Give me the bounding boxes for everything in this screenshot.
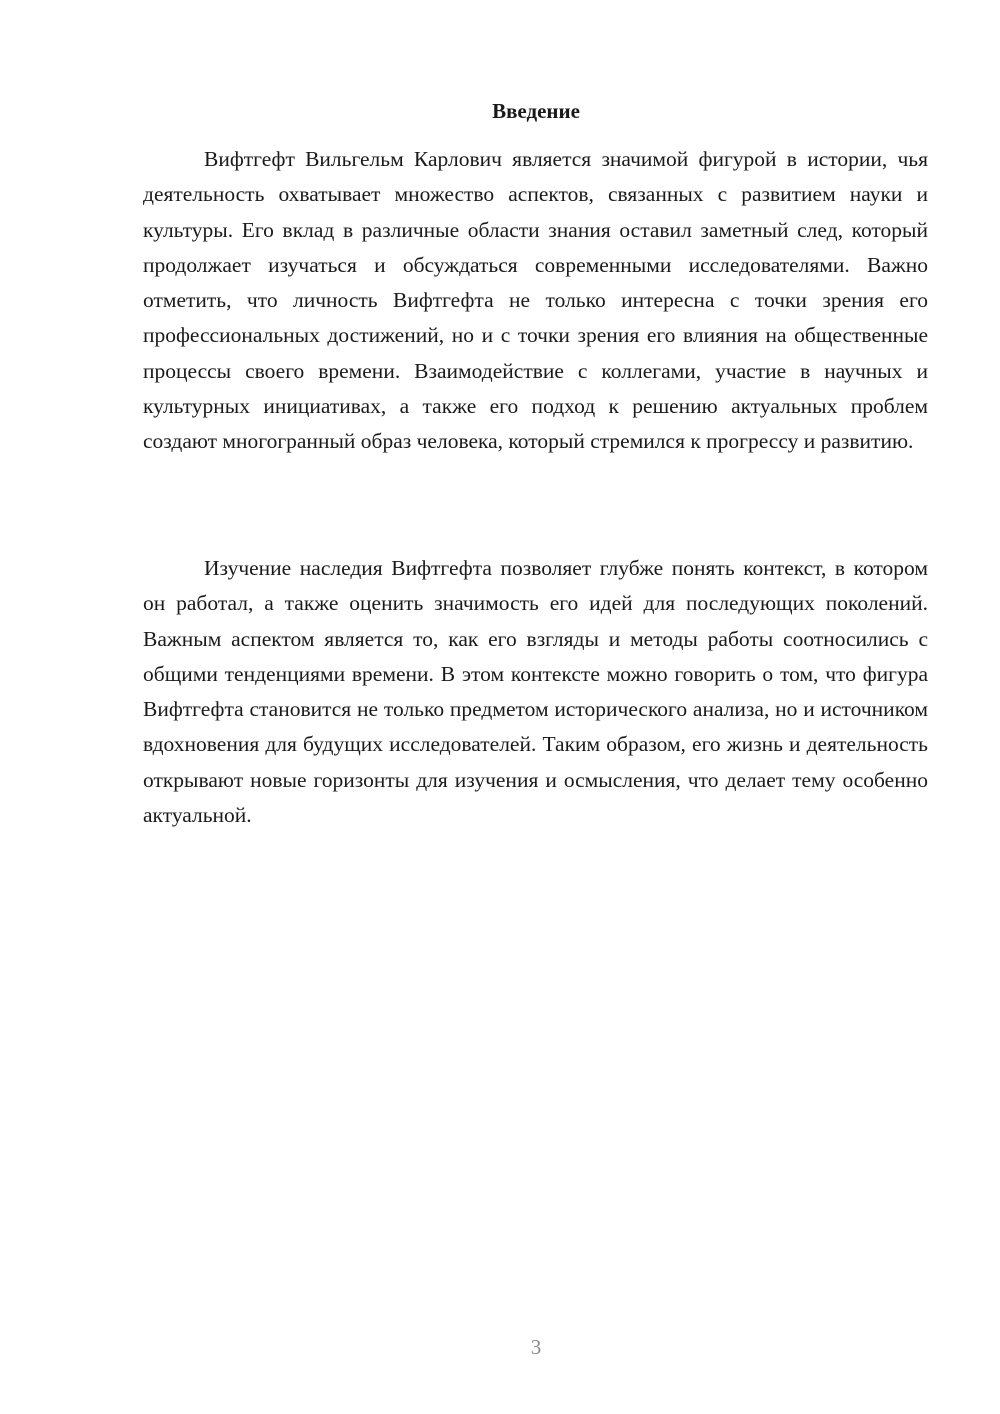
section-title: Введение — [492, 99, 580, 123]
page-number: 3 — [530, 1335, 542, 1359]
paragraph-1: Вифтгефт Вильгельм Карлович является значимой фигурой в истории, чья деятельность охватывает множество аспектов, связанных с развитием науки и культуры. Его вклад в различные области знания оставил заметный след, который продолжает изучаться и обсуждаться современными исследователями. Важно отметить, что личность Вифтгефта не только интересна с точки зрения его профессиональных достижений, но и с точки зрения его влияния на общественные процессы своего времени. Взаимодействие с коллегами, участие в научных и культурных инициативах, а также его подход к решению актуальных проблем создают многогранный образ человека, который стремился к прогрессу и развитию. — [143, 147, 928, 454]
paragraph-2: Изучение наследия Вифтгефта позволяет глубже понять контекст, в котором он работал, а также оценить значимость его идей для последующих поколений. Важным аспектом является то, как его взгляды и методы работы соотносились с общими тенденциями времени. В этом контексте можно говорить о том, что фигура Вифтгефта становится не только предметом исторического анализа, но и источником вдохновения для будущих исследователей. Таким образом, его жизнь и деятельность открывают новые горизонты для изучения и осмысления, что делает тему особенно актуальной. — [143, 556, 928, 828]
